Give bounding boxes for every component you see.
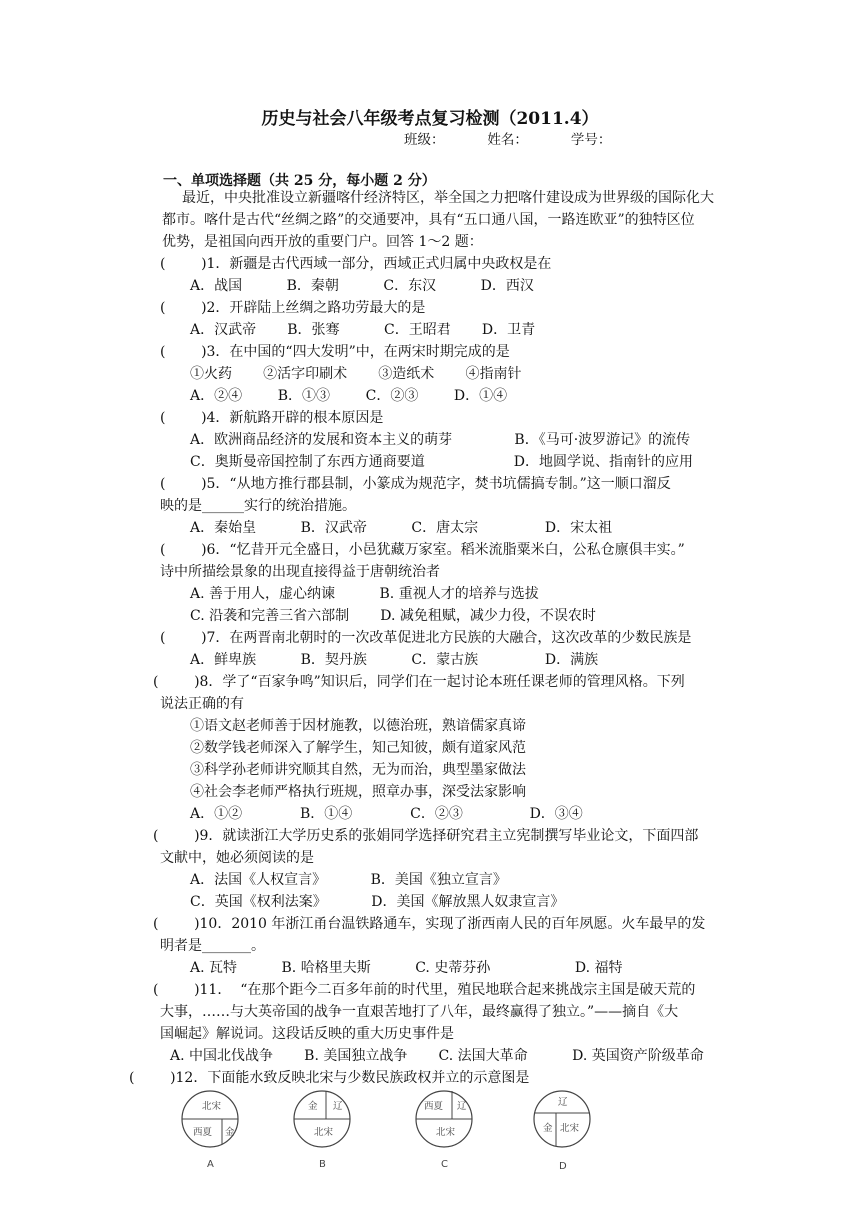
- question-11-cont: 大事，……与大英帝国的战争一直艰苦地打了八年，最终赢得了独立。”——摘自《大: [160, 1004, 679, 1020]
- question-4-options-cd: C．奥斯曼帝国控制了东西方通商要道 D．地圆学说、指南针的应用: [190, 454, 693, 470]
- passage-line: 都市。喀什是古代“丝绸之路”的交通要冲，具有“五口通八国，一路连欧亚”的独特区位: [162, 212, 695, 228]
- question-11: ( )11． “在那个距今二百多年前的时代里，殖民地联合起来挑战宗主国是破天荒的: [153, 982, 696, 998]
- diagram-d: [534, 1091, 590, 1172]
- question-8-item: ①语文赵老师善于因材施教，以德治班，熟谙儒家真谛: [190, 718, 526, 734]
- diagram-a: [182, 1091, 238, 1170]
- question-9-options-cd: C．英国《权利法案》 D．美国《解放黑人奴隶宣言》: [190, 894, 565, 910]
- question-3-items: ①火药 ②活字印刷术 ③造纸术 ④指南针: [190, 366, 522, 382]
- question-9: ( )9．就读浙江大学历史系的张娟同学选择研究君主立宪制撰写毕业论文，下面四部: [153, 828, 699, 844]
- question-12: ( )12．下面能水致反映北宋与少数民族政权并立的示意图是: [129, 1070, 530, 1086]
- question-6-cont: 诗中所描绘景象的出现直接得益于唐朝统治者: [160, 564, 440, 580]
- passage-line: 优势，是祖国向西开放的重要门户。回答 1～2 题：: [162, 234, 483, 250]
- page-title: 历史与社会八年级考点复习检测（2011.4）: [261, 109, 599, 129]
- question-9-options-ab: A．法国《人权宣言》 B．美国《独立宣言》: [190, 872, 507, 888]
- question-10-options: A. 瓦特 B. 哈格里夫斯 C. 史蒂芬孙 D. 福特: [190, 960, 623, 976]
- diagram-d-caption: D: [559, 1161, 567, 1172]
- question-5-cont: 映的是______实行的统治措施。: [160, 498, 356, 514]
- question-10: ( )10．2010 年浙江甬台温铁路通车，实现了浙西南人民的百年夙愿。火车最早的发: [153, 916, 706, 932]
- question-6-options-cd: C. 沿袭和完善三省六部制 D. 减免租赋，减少力役，不误农时: [190, 608, 596, 624]
- question-6-options-ab: A. 善于用人，虚心纳谏 B. 重视人才的培养与选拔: [190, 586, 539, 602]
- diagram-b-label: 辽: [333, 1101, 343, 1112]
- student-info-line: 班级： 姓名： 学号：: [404, 132, 612, 148]
- question-2: ( )2．开辟陆上丝绸之路功劳最大的是: [160, 300, 426, 316]
- question-8-options: A．①② B．①④ C．②③ D．③④: [190, 806, 583, 822]
- diagram-c-label: 辽: [457, 1101, 467, 1112]
- diagram-c-label: 北宋: [436, 1127, 456, 1138]
- diagram-b: [294, 1091, 350, 1170]
- question-5-options: A．秦始皇 B．汉武帝 C．唐太宗 D．宋太祖: [190, 520, 613, 536]
- question-9-cont: 文献中，她必须阅读的是: [160, 850, 314, 866]
- question-8: ( )8．学了“百家争鸣”知识后，同学们在一起讨论本班任课老师的管理风格。下列: [153, 674, 685, 690]
- question-7: ( )7．在两晋南北朝时的一次改革促进北方民族的大融合，这次改革的少数民族是: [160, 630, 692, 646]
- question-3-options: A．②④ B．①③ C．②③ D．①④: [190, 388, 508, 404]
- regime-diagrams: [180, 1085, 600, 1175]
- question-11-cont: 国崛起》解说词。这段话反映的重大历史事件是: [160, 1026, 454, 1042]
- diagram-c-label: 西夏: [424, 1101, 444, 1112]
- question-11-options: A. 中国北伐战争 B. 美国独立战争 C. 法国大革命 D. 英国资产阶级革命: [170, 1048, 704, 1064]
- question-4: ( )4．新航路开辟的根本原因是: [160, 410, 384, 426]
- diagram-d-label: 辽: [558, 1097, 568, 1108]
- question-1: ( )1．新疆是古代西域一部分，西域正式归属中央政权是在: [160, 256, 552, 272]
- diagram-d-label: 北宋: [560, 1123, 580, 1134]
- question-8-item: ③科学孙老师讲究顺其自然，无为而治，典型墨家做法: [190, 762, 526, 778]
- question-4-options-ab: A．欧洲商品经济的发展和资本主义的萌芽 B．《马可·波罗游记》的流传: [190, 432, 691, 448]
- question-3: ( )3．在中国的“四大发明”中，在两宋时期完成的是: [160, 344, 510, 360]
- section-heading: 一、单项选择题（共 25 分，每小题 2 分）: [163, 173, 436, 189]
- question-5: ( )5．“从地方推行郡县制，小篆成为规范字，焚书坑儒搞专制。”这一顺口溜反: [160, 476, 671, 492]
- diagram-b-label: 北宋: [314, 1127, 334, 1138]
- diagram-a-caption: A: [207, 1159, 214, 1170]
- diagram-c-caption: C: [441, 1159, 448, 1170]
- question-7-options: A．鲜卑族 B．契丹族 C．蒙古族 D．满族: [190, 652, 599, 668]
- passage-line: 最近，中央批准设立新疆喀什经济特区，举全国之力把喀什建设成为世界级的国际化大: [182, 190, 714, 206]
- question-8-item: ②数学钱老师深入了解学生，知己知彼，颇有道家风范: [190, 740, 526, 756]
- question-8-item: ④社会李老师严格执行班规，照章办事，深受法家影响: [190, 784, 526, 800]
- question-2-options: A．汉武帝 B．张骞 C．王昭君 D．卫青: [190, 322, 536, 338]
- diagram-a-label: 西夏: [193, 1127, 213, 1138]
- question-8-cont: 说法正确的有: [160, 696, 244, 712]
- diagram-d-label: 金: [543, 1123, 553, 1134]
- diagram-a-label: 金: [225, 1127, 235, 1138]
- diagram-c: [416, 1091, 472, 1170]
- diagram-a-label: 北宋: [202, 1101, 222, 1112]
- question-6: ( )6．“忆昔开元全盛日，小邑犹藏万家室。稻米流脂粟米白，公私仓廪俱丰实。”: [160, 542, 685, 558]
- diagram-b-label: 金: [308, 1101, 318, 1112]
- question-1-options: A．战国 B．秦朝 C．东汉 D．西汉: [190, 278, 534, 294]
- diagram-b-caption: B: [319, 1159, 326, 1170]
- question-10-cont: 明者是_______。: [160, 938, 265, 954]
